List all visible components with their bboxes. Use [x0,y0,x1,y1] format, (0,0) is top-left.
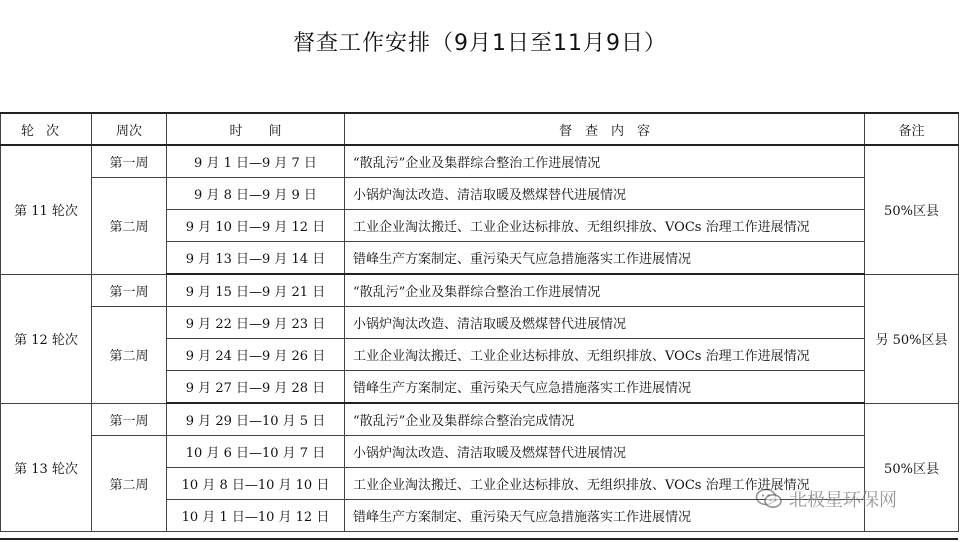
content-cell: 工业企业淘汰搬迁、工业企业达标排放、无组织排放、VOCs 治理工作进展情况 [345,339,865,371]
time-cell: 9 月 24 日—9 月 26 日 [167,339,345,371]
table-row [1,403,959,436]
header-time: 时 间 [167,113,345,145]
table-header-row [1,113,959,145]
header-note: 备注 [865,113,959,145]
note-cell: 另 50%区县 [865,274,959,403]
time-cell: 10 月 6 日—10 月 7 日 [167,436,345,468]
header-round: 轮次 [1,113,92,145]
content-cell: 工业企业淘汰搬迁、工业企业达标排放、无组织排放、VOCs 治理工作进展情况 [345,210,865,242]
round-cell: 第 12 轮次 [1,274,92,403]
schedule-table [0,112,959,532]
note-cell: 50%区县 [865,403,959,532]
content-cell: 工业企业淘汰搬迁、工业企业达标排放、无组织排放、VOCs 治理工作进展情况 [345,468,865,500]
week-cell: 第二周 [92,178,167,275]
content-cell: 错峰生产方案制定、重污染天气应急措施落实工作进展情况 [345,500,865,532]
time-cell: 9 月 13 日—9 月 14 日 [167,242,345,275]
week-cell: 第一周 [92,145,167,178]
content-cell: “散乱污”企业及集群综合整治工作进展情况 [345,145,865,178]
week-cell: 第一周 [92,403,167,436]
table-row [1,274,959,307]
week-cell: 第一周 [92,274,167,307]
content-cell: “散乱污”企业及集群综合整治完成情况 [345,403,865,436]
content-cell: 错峰生产方案制定、重污染天气应急措施落实工作进展情况 [345,371,865,404]
time-cell: 10 月 1 日—10 月 12 日 [167,500,345,532]
time-cell: 10 月 8 日—10 月 10 日 [167,468,345,500]
round-cell: 第 11 轮次 [1,145,92,274]
time-cell: 9 月 27 日—9 月 28 日 [167,371,345,404]
content-cell: 小锅炉淘汰改造、清洁取暖及燃煤替代进展情况 [345,307,865,339]
table-bottom-border [0,538,958,540]
week-cell: 第二周 [92,436,167,532]
content-cell: 小锅炉淘汰改造、清洁取暖及燃煤替代进展情况 [345,178,865,210]
time-cell: 9 月 1 日—9 月 7 日 [167,145,345,178]
table-row [1,436,959,468]
round-cell: 第 13 轮次 [1,403,92,532]
time-cell: 9 月 8 日—9 月 9 日 [167,178,345,210]
table-row [1,145,959,178]
table-row [1,307,959,339]
content-cell: “散乱污”企业及集群综合整治工作进展情况 [345,274,865,307]
week-cell: 第二周 [92,307,167,404]
note-cell: 50%区县 [865,145,959,274]
page-title: 督查工作安排（9月1日至11月9日） [293,31,667,56]
header-week: 周次 [92,113,167,145]
time-cell: 9 月 29 日—10 月 5 日 [167,403,345,436]
time-cell: 9 月 10 日—9 月 12 日 [167,210,345,242]
time-cell: 9 月 22 日—9 月 23 日 [167,307,345,339]
watermark-text: 北极星环保网 [789,490,897,511]
table-row [1,178,959,210]
content-cell: 错峰生产方案制定、重污染天气应急措施落实工作进展情况 [345,242,865,275]
header-content: 督 查 内 容 [345,113,865,145]
content-cell: 小锅炉淘汰改造、清洁取暖及燃煤替代进展情况 [345,436,865,468]
time-cell: 9 月 15 日—9 月 21 日 [167,274,345,307]
